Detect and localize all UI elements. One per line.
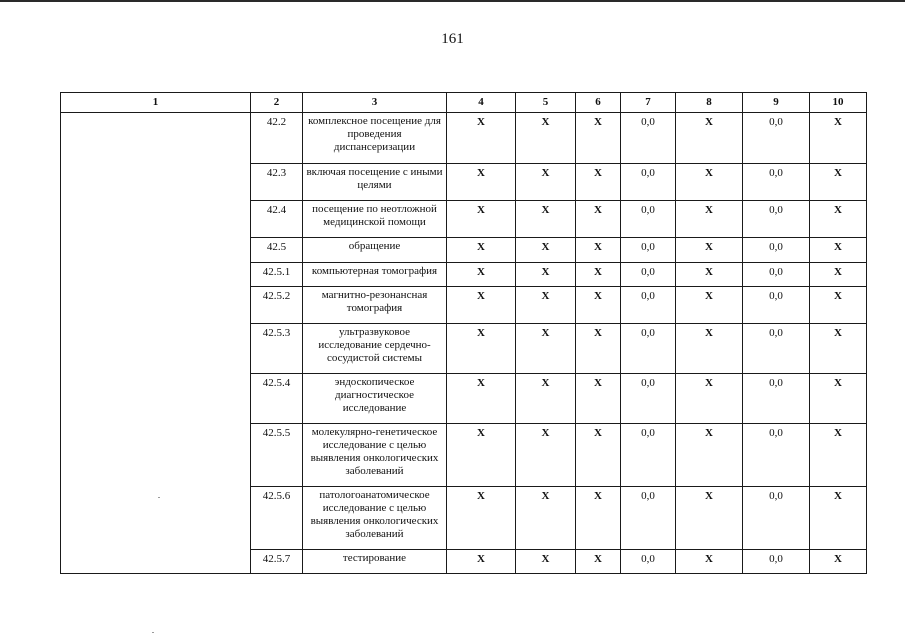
cell-col-9: 0,0 — [743, 324, 810, 374]
row-code: 42.3 — [251, 164, 303, 201]
row-name: компьютерная томография — [303, 263, 447, 287]
cell-col-7: 0,0 — [621, 238, 676, 263]
row-code: 42.5.7 — [251, 550, 303, 574]
cell-col-9: 0,0 — [743, 424, 810, 487]
cell-col-5: X — [516, 324, 576, 374]
cell-col-10: X — [810, 324, 867, 374]
cell-col-4: X — [447, 287, 516, 324]
cell-col-4: X — [447, 424, 516, 487]
row-name: молекулярно-генетическое исследование с целью выявления онкологических заболеваний — [303, 424, 447, 487]
cell-col-4: X — [447, 263, 516, 287]
cell-col-8: X — [676, 374, 743, 424]
cell-col-8: X — [676, 238, 743, 263]
row-name: посещение по неотложной медицинской помощи — [303, 201, 447, 238]
cell-col-6: X — [576, 550, 621, 574]
row-code: 42.5.5 — [251, 424, 303, 487]
cell-col-8: X — [676, 287, 743, 324]
cell-col-5: X — [516, 238, 576, 263]
merged-column-1-cell — [61, 113, 251, 574]
column-header-8: 8 — [676, 93, 743, 113]
cell-col-4: X — [447, 374, 516, 424]
cell-col-6: X — [576, 424, 621, 487]
cell-col-7: 0,0 — [621, 201, 676, 238]
table-row — [61, 113, 867, 164]
row-code: 42.5.1 — [251, 263, 303, 287]
cell-col-4: X — [447, 113, 516, 164]
cell-col-7: 0,0 — [621, 164, 676, 201]
header-row — [61, 93, 867, 113]
cell-col-9: 0,0 — [743, 263, 810, 287]
cell-col-4: X — [447, 550, 516, 574]
row-code: 42.4 — [251, 201, 303, 238]
row-code: 42.5.6 — [251, 487, 303, 550]
row-name: обращение — [303, 238, 447, 263]
row-name: магнитно-резонансная томография — [303, 287, 447, 324]
cell-col-8: X — [676, 324, 743, 374]
column-header-10: 10 — [810, 93, 867, 113]
cell-col-7: 0,0 — [621, 263, 676, 287]
cell-col-10: X — [810, 113, 867, 164]
scan-speck — [152, 632, 154, 633]
cell-col-8: X — [676, 550, 743, 574]
cell-col-6: X — [576, 238, 621, 263]
cell-col-10: X — [810, 287, 867, 324]
cell-col-6: X — [576, 287, 621, 324]
cell-col-10: X — [810, 164, 867, 201]
cell-col-5: X — [516, 374, 576, 424]
column-header-9: 9 — [743, 93, 810, 113]
cell-col-5: X — [516, 113, 576, 164]
cell-col-10: X — [810, 424, 867, 487]
cell-col-8: X — [676, 113, 743, 164]
cell-col-5: X — [516, 164, 576, 201]
cell-col-5: X — [516, 263, 576, 287]
cell-col-6: X — [576, 201, 621, 238]
scan-speck — [158, 497, 160, 498]
cell-col-9: 0,0 — [743, 238, 810, 263]
cell-col-9: 0,0 — [743, 164, 810, 201]
row-code: 42.5.2 — [251, 287, 303, 324]
cell-col-7: 0,0 — [621, 287, 676, 324]
cell-col-4: X — [447, 238, 516, 263]
cell-col-8: X — [676, 164, 743, 201]
column-header-3: 3 — [303, 93, 447, 113]
cell-col-6: X — [576, 324, 621, 374]
cell-col-4: X — [447, 201, 516, 238]
cell-col-7: 0,0 — [621, 324, 676, 374]
row-name: патологоанатомическое исследование с целью выявления онкологических заболеваний — [303, 487, 447, 550]
cell-col-8: X — [676, 424, 743, 487]
cell-col-10: X — [810, 263, 867, 287]
cell-col-5: X — [516, 550, 576, 574]
cell-col-8: X — [676, 201, 743, 238]
row-name: ультразвуковое исследование сердечно-сосудистой системы — [303, 324, 447, 374]
cell-col-5: X — [516, 287, 576, 324]
cell-col-6: X — [576, 164, 621, 201]
cell-col-8: X — [676, 487, 743, 550]
cell-col-7: 0,0 — [621, 424, 676, 487]
cell-col-5: X — [516, 201, 576, 238]
column-header-5: 5 — [516, 93, 576, 113]
row-name: тестирование — [303, 550, 447, 574]
cell-col-4: X — [447, 487, 516, 550]
cell-col-9: 0,0 — [743, 550, 810, 574]
cell-col-6: X — [576, 263, 621, 287]
cell-col-10: X — [810, 487, 867, 550]
column-header-4: 4 — [447, 93, 516, 113]
cell-col-7: 0,0 — [621, 550, 676, 574]
page-number: 161 — [441, 31, 464, 47]
cell-col-10: X — [810, 238, 867, 263]
row-name: включая посещение с иными целями — [303, 164, 447, 201]
cell-col-7: 0,0 — [621, 374, 676, 424]
cell-col-9: 0,0 — [743, 487, 810, 550]
column-header-7: 7 — [621, 93, 676, 113]
cell-col-10: X — [810, 201, 867, 238]
cell-col-9: 0,0 — [743, 113, 810, 164]
cell-col-7: 0,0 — [621, 113, 676, 164]
cell-col-4: X — [447, 324, 516, 374]
row-code: 42.5.3 — [251, 324, 303, 374]
row-name: эндоскопическое диагностическое исследование — [303, 374, 447, 424]
column-header-1: 1 — [61, 93, 251, 113]
cell-col-9: 0,0 — [743, 201, 810, 238]
column-header-6: 6 — [576, 93, 621, 113]
data-table — [60, 92, 867, 574]
cell-col-5: X — [516, 424, 576, 487]
row-name: комплексное посещение для проведения диспансеризации — [303, 113, 447, 164]
cell-col-8: X — [676, 263, 743, 287]
cell-col-9: 0,0 — [743, 374, 810, 424]
cell-col-9: 0,0 — [743, 287, 810, 324]
row-code: 42.2 — [251, 113, 303, 164]
cell-col-6: X — [576, 113, 621, 164]
cell-col-6: X — [576, 374, 621, 424]
cell-col-6: X — [576, 487, 621, 550]
cell-col-4: X — [447, 164, 516, 201]
cell-col-10: X — [810, 550, 867, 574]
cell-col-5: X — [516, 487, 576, 550]
cell-col-7: 0,0 — [621, 487, 676, 550]
column-header-2: 2 — [251, 93, 303, 113]
row-code: 42.5.4 — [251, 374, 303, 424]
top-scan-edge — [0, 0, 905, 2]
cell-col-10: X — [810, 374, 867, 424]
row-code: 42.5 — [251, 238, 303, 263]
